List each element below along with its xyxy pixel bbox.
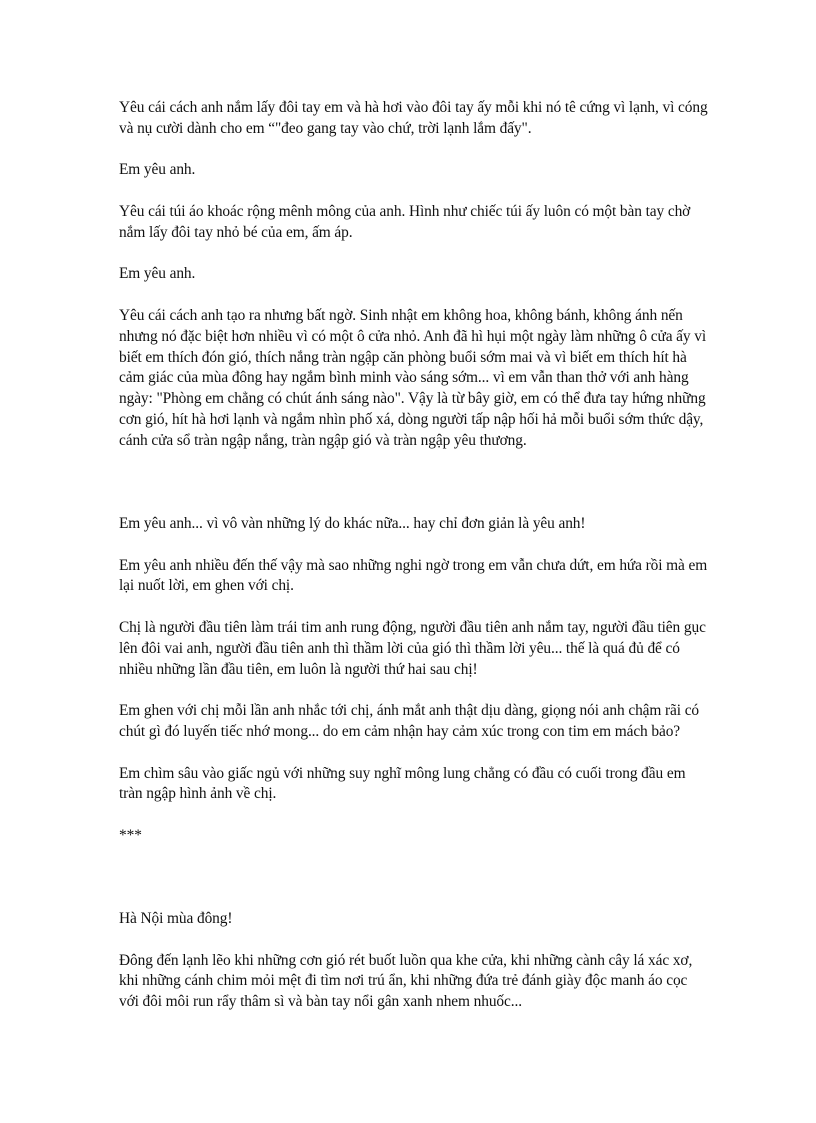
paragraph: Em ghen với chị mỗi lần anh nhắc tới chị, ánh mắt anh thật dịu dàng, giọng nói anh chậm rãi có chút gì đó luyến tiếc nhớ mong... do em cảm nhận hay cảm xúc trong con tim em mách bảo? — [119, 702, 700, 740]
paragraph: Em yêu anh. — [119, 265, 196, 283]
paragraph: Em yêu anh... vì vô vàn những lý do khác nữa... hay chỉ đơn giản là yêu anh! — [119, 514, 586, 532]
section-gap — [119, 472, 709, 514]
section-gap — [119, 867, 709, 909]
paragraph: Em yêu anh. — [119, 161, 196, 179]
section-separator: *** — [119, 826, 142, 844]
paragraph: Yêu cái túi áo khoác rộng mênh mông của anh. Hình như chiếc túi ấy luôn có một bàn tay chờ nắm lấy đôi tay nhỏ bé của em, ấm áp. — [119, 202, 691, 241]
paragraph: Em yêu anh nhiều đến thế vậy mà sao những nghi ngờ trong em vẫn chưa dứt, em hứa rồi mà em lại nuốt lời, em ghen với chị. — [119, 556, 708, 595]
paragraph: Yêu cái cách anh tạo ra nhưng bất ngờ. Sinh nhật em không hoa, không bánh, không ánh nến nhưng nó đặc biệt hơn nhiều vì có một ô cửa nhỏ. Anh đã hì hụi một ngày làm những ô cửa ấy vì biết em thích đón gió, thích nắng tràn ngập căn phòng buổi sớm mai và vì biết em thích hít hà cảm giác của mùa đông hay ngắm bình minh vào sáng sớm... vì em vẫn than thở với anh hàng ngày: "Phòng em chẳng có chút ánh sáng nào". Vậy là từ bây giờ, em có thể đưa tay hứng những cơn gió, hít hà hơi lạnh và ngắm nhìn phố xá, dòng người tấp nập hối hả mỗi buổi sớm thức dậy, cánh cửa sổ tràn ngập nắng, tràn ngập gió và tràn ngập yêu thương. — [119, 306, 707, 449]
document-body — [119, 98, 709, 1034]
paragraph: Em chìm sâu vào giấc ngủ với những suy nghĩ mông lung chẳng có đầu có cuối trong đầu em tràn ngập hình ảnh về chị. — [119, 764, 686, 803]
paragraph: Yêu cái cách anh nắm lấy đôi tay em và hà hơi vào đôi tay ấy mỗi khi nó tê cứng vì lạnh, vì cóng và nụ cười dành cho em “"đeo gang tay vào chứ, trời lạnh lắm đấy". — [119, 99, 708, 137]
paragraph: Chị là người đầu tiên làm trái tim anh rung động, người đầu tiên anh nắm tay, người đầu tiên gục lên đôi vai anh, người đầu tiên anh thì thầm lời của gió thì thầm lời yêu... thế là quá đủ để có nhiều những lần đầu tiên, em luôn là người thứ hai sau chị! — [119, 618, 706, 678]
paragraph: Đông đến lạnh lẽo khi những cơn gió rét buốt luồn qua khe cửa, khi những cành cây lá xác xơ, khi những cánh chim mỏi mệt đi tìm nơi trú ẩn, khi những đứa trẻ đánh giày độc manh áo cọc với đôi môi run rẩy thâm sì và bàn tay nổi gân xanh nhem nhuốc... — [119, 951, 693, 1011]
section-heading: Hà Nội mùa đông! — [119, 910, 233, 928]
